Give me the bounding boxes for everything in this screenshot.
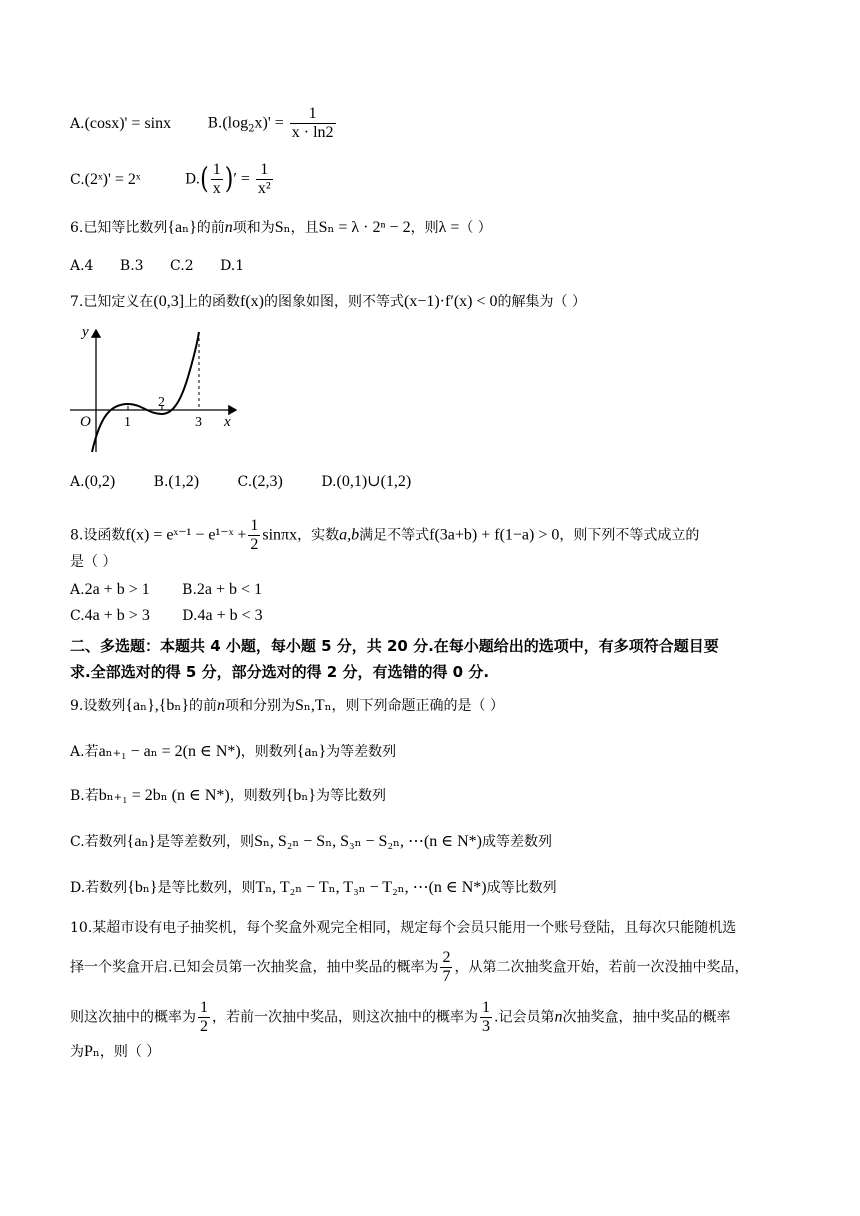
q6-option-c[interactable]: C.2 <box>170 258 194 274</box>
q5-row-cd <box>70 162 275 197</box>
q7-option-c[interactable]: C.(2,3) <box>237 473 283 490</box>
q9-option-c[interactable]: C.若数列{aₙ}是等差数列，则Sₙ, S₂ₙ − Sₙ, S₃ₙ − S₂ₙ, ⋯(n ∈ N*)成等差数列 <box>70 833 552 850</box>
q6-option-a[interactable]: A.4 <box>70 258 94 274</box>
q9-option-a[interactable]: A.若aₙ₊₁ − aₙ = 2(n ∈ N*)，则数列{aₙ}为等差数列 <box>70 743 397 760</box>
q10-line2: 择一个奖盒开启.已知会员第一次抽奖盒，抽中奖品的概率为 $\frac{2}{7}$ ，从第二次抽奖盒开始，若前一次没抽中奖品， <box>70 949 749 985</box>
q8-option-b[interactable]: B.2a + b < 1 <box>182 581 263 598</box>
q8-options-cd <box>70 606 263 626</box>
q7-option-a[interactable]: A.(0,2) <box>70 473 116 490</box>
tick-1-label: 1 <box>124 415 131 430</box>
q5-row-ab <box>70 106 338 141</box>
q8-stem: 8.设函数f(x) = eˣ⁻¹ − e¹⁻ˣ + $\frac{1}{2}$ sinπx，实数a,b满足不等式f(3a+b) + f(1−a) > 0，则下列不等式成立的 <box>70 517 700 553</box>
q7-stem: 7.已知定义在(0,3]上的函数f(x)的图象如图，则不等式(x−1)·f′(x) < 0的解集为（ ） <box>70 293 586 310</box>
y-label: y <box>82 324 89 340</box>
function-curve <box>92 332 199 452</box>
q10-line1: 10.某超市设有电子抽奖机，每个奖盒外观完全相同，规定每个会员只能用一个账号登陆，且每次只能随机选 <box>70 920 737 936</box>
q5-option-a-expr: (cosx)' = sinx <box>84 114 172 132</box>
q7-option-d[interactable]: D.(0,1)∪(1,2) <box>321 473 412 490</box>
q5-b-fraction: $\frac{1}{x \cdot \ln 2}$ <box>291 105 334 141</box>
q7-option-b[interactable]: B.(1,2) <box>153 473 200 490</box>
q8-option-c[interactable]: C.4a + b > 3 <box>70 607 150 624</box>
q10-line3: 则这次抽中的概率为 $\frac{1}{2}$ ，若前一次抽中奖品，则这次抽中的概率为 $\frac{1}{3}$ .记会员第n次抽奖盒，抽中奖品的概率 <box>70 999 731 1035</box>
q8-stem-line2: 是（ ） <box>70 554 117 570</box>
q10-line4: 为Pₙ，则（ ） <box>70 1043 161 1060</box>
q8-option-d[interactable]: D.4a + b < 3 <box>182 607 263 624</box>
q5-option-b[interactable]: $B.(\log_2x)'$ = $\frac{1}{x \cdot \ln 2}$ <box>207 105 334 141</box>
q8-options-ab <box>70 580 262 600</box>
q7-options <box>70 472 411 492</box>
q6-stem: 6.已知等比数列{aₙ}的前n项和为Sₙ，且Sₙ = λ · 2ⁿ − 2，则λ =（ ） <box>70 219 492 236</box>
q9-stem: 9.设数列{aₙ},{bₙ}的前n项和分别为Sₙ,Tₙ，则下列命题正确的是（ ） <box>70 697 504 714</box>
q5-option-d[interactable]: D.( $\frac{1}{x}$ )′ = $\frac{1}{\text{x²}}$ <box>184 161 271 197</box>
tick-3-label: 3 <box>195 415 202 430</box>
q6-option-d[interactable]: D.1 <box>220 258 245 274</box>
q5-option-c[interactable]: C.(2ˣ)' = 2ˣ <box>70 170 141 188</box>
q5-option-c-expr: (2ˣ)' = 2ˣ <box>84 170 141 188</box>
q5-option-a[interactable]: A.(cosx)' = sinx <box>70 114 172 132</box>
section2-heading: 二、多选题：本题共 4 小题，每小题 5 分，共 20 分.在每小题给出的选项中，有多项符合题目要 <box>70 637 719 655</box>
q9-option-d[interactable]: D.若数列{bₙ}是等比数列，则Tₙ, T₂ₙ − Tₙ, T₃ₙ − T₂ₙ, ⋯(n ∈ N*)成等比数列 <box>70 879 557 896</box>
x-label: x <box>224 414 231 430</box>
q6-option-b[interactable]: B.3 <box>119 258 144 274</box>
q8-option-a[interactable]: A.2a + b > 1 <box>70 581 150 598</box>
q9-option-b[interactable]: B.若bₙ₊₁ = 2bₙ (n ∈ N*)，则数列{bₙ}为等比数列 <box>70 787 386 804</box>
tick-2-label: 2 <box>158 395 165 410</box>
q6-options <box>70 256 244 276</box>
origin-label: O <box>80 414 91 430</box>
section2-heading-line2: 求.全部选对的得 5 分，部分选对的得 2 分，有选错的得 0 分. <box>70 663 490 681</box>
q7-function-graph <box>66 322 246 456</box>
